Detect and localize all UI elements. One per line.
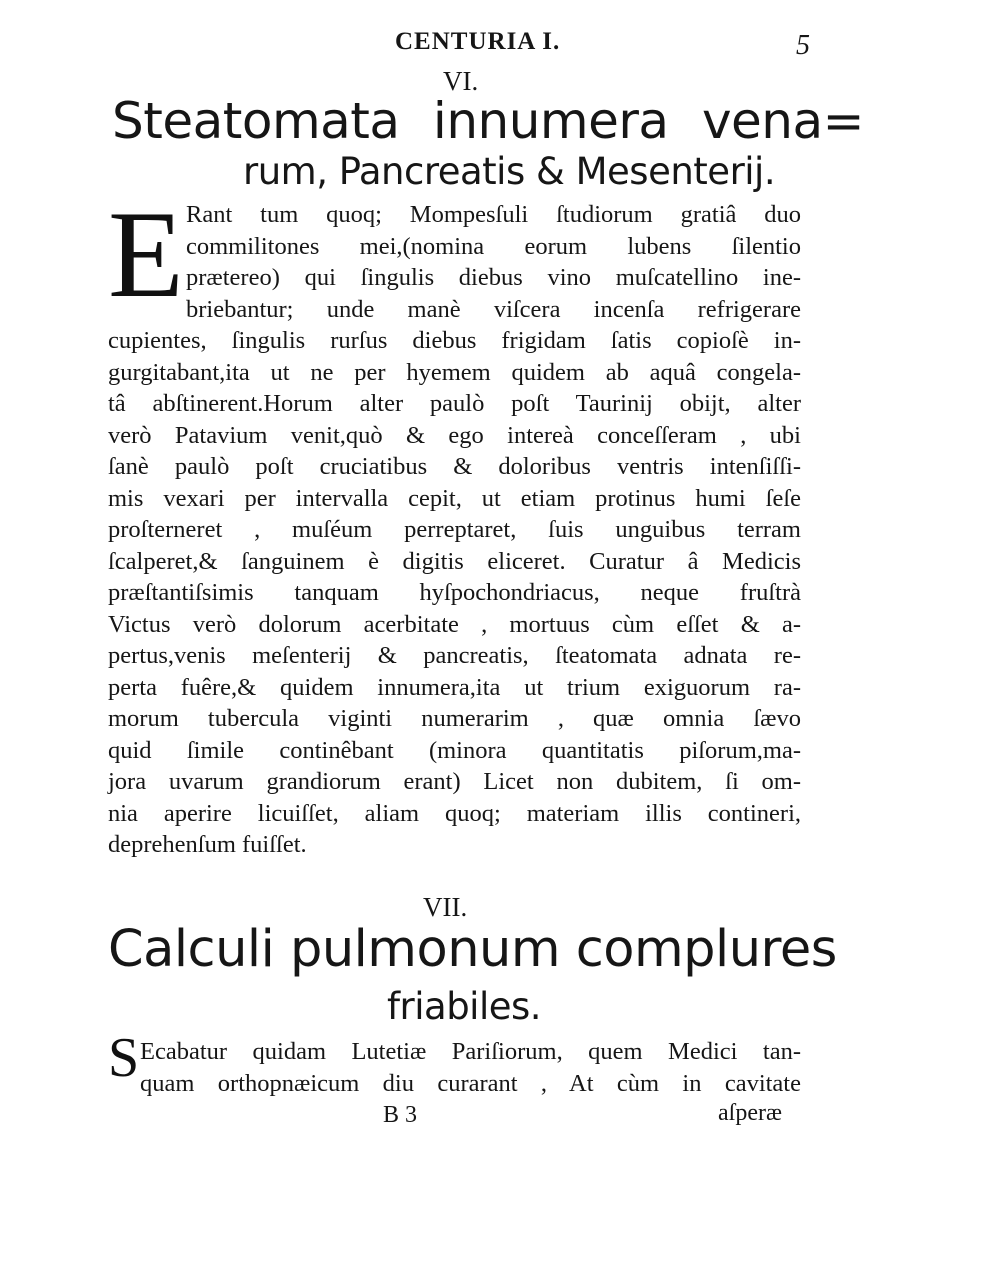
section-title-continuation: friabiles. bbox=[387, 985, 542, 1028]
drop-cap: E bbox=[108, 186, 184, 323]
section-title: Steatomata innumera vena= bbox=[112, 92, 865, 150]
text-line: Ecabatur quidam Lutetiæ Pariſiorum, quem Medici tan- bbox=[140, 1038, 801, 1065]
section-numeral: VI. bbox=[443, 66, 479, 96]
text-line: perta fuêre,& quidem innumera,ita ut trium exiguorum ra- bbox=[108, 673, 801, 701]
text-line: verò Patavium venit,quò & ego intereà conceſſeram , ubi bbox=[108, 421, 801, 449]
text-line: prætereo) qui ſingulis diebus vino muſcatellino ine- bbox=[186, 264, 801, 291]
text-line: briebantur; unde manè viſcera incenſa refrigerare bbox=[186, 295, 801, 323]
catchword: aſperæ bbox=[718, 1100, 782, 1126]
text-line: pertus,venis meſenterij & pancreatis, ſteatomata adnata re- bbox=[108, 642, 801, 669]
text-line: gurgitabant,ita ut ne per hyemem quidem ab aquâ congela- bbox=[108, 358, 801, 386]
text-line: ſanè paulò poſt cruciatibus & doloribus ventris intenſiſſi- bbox=[108, 453, 801, 480]
signature-mark: B 3 bbox=[383, 1102, 418, 1128]
text-line: quid ſimile continêbant (minora quantitatis piſorum,ma- bbox=[108, 736, 801, 764]
section-numeral: VII. bbox=[423, 892, 468, 922]
page-number: 5 bbox=[796, 30, 810, 61]
text-line: proſterneret , muſéum perreptaret, ſuis unguibus terram bbox=[108, 516, 801, 543]
text-line: Rant tum quoq; Mompesſuli ſtudiorum gratiâ duo bbox=[186, 201, 801, 228]
text-line: nia aperire licuiſſet, aliam quoq; materiam illis contineri, bbox=[108, 799, 801, 827]
text-line: ſcalperet,& ſanguinem è digitis eliceret. Curatur â Medicis bbox=[108, 547, 801, 575]
drop-cap: S bbox=[108, 1027, 140, 1089]
paragraph-text bbox=[108, 1036, 801, 1099]
text-line: tâ abſtinerent.Horum alter paulò poſt Taurinij obijt, alter bbox=[108, 390, 801, 417]
text-line: mis vexari per intervalla cepit, ut etiam protinus humi ſeſe bbox=[108, 484, 801, 512]
text-line: præſtantiſsimis tanquam hyſpochondriacus, neque fruſtrà bbox=[108, 579, 801, 606]
text-line: commilitones mei,(nomina eorum lubens ſilentio bbox=[186, 232, 801, 260]
section-title-continuation: rum, Pancreatis & Mesenterij. bbox=[243, 150, 776, 193]
text-line: deprehenſum fuiſſet. bbox=[108, 831, 307, 858]
text-line: cupientes, ſingulis rurſus diebus frigidam ſatis copioſè in- bbox=[108, 327, 801, 354]
text-line: quam orthopnæicum diu curarant , At cùm in cavitate bbox=[140, 1069, 801, 1097]
section-title: Calculi pulmonum complures bbox=[108, 920, 837, 979]
text-line: morum tubercula viginti numerarim , quæ omnia ſævo bbox=[108, 705, 801, 732]
text-line: Victus verò dolorum acerbitate , mortuus cùm eſſet & a- bbox=[108, 610, 801, 638]
paragraph-text bbox=[108, 199, 801, 861]
text-line: jora uvarum grandiorum erant) Licet non dubitem, ſi om- bbox=[108, 768, 801, 795]
running-head: CENTURIA I. bbox=[395, 28, 561, 55]
